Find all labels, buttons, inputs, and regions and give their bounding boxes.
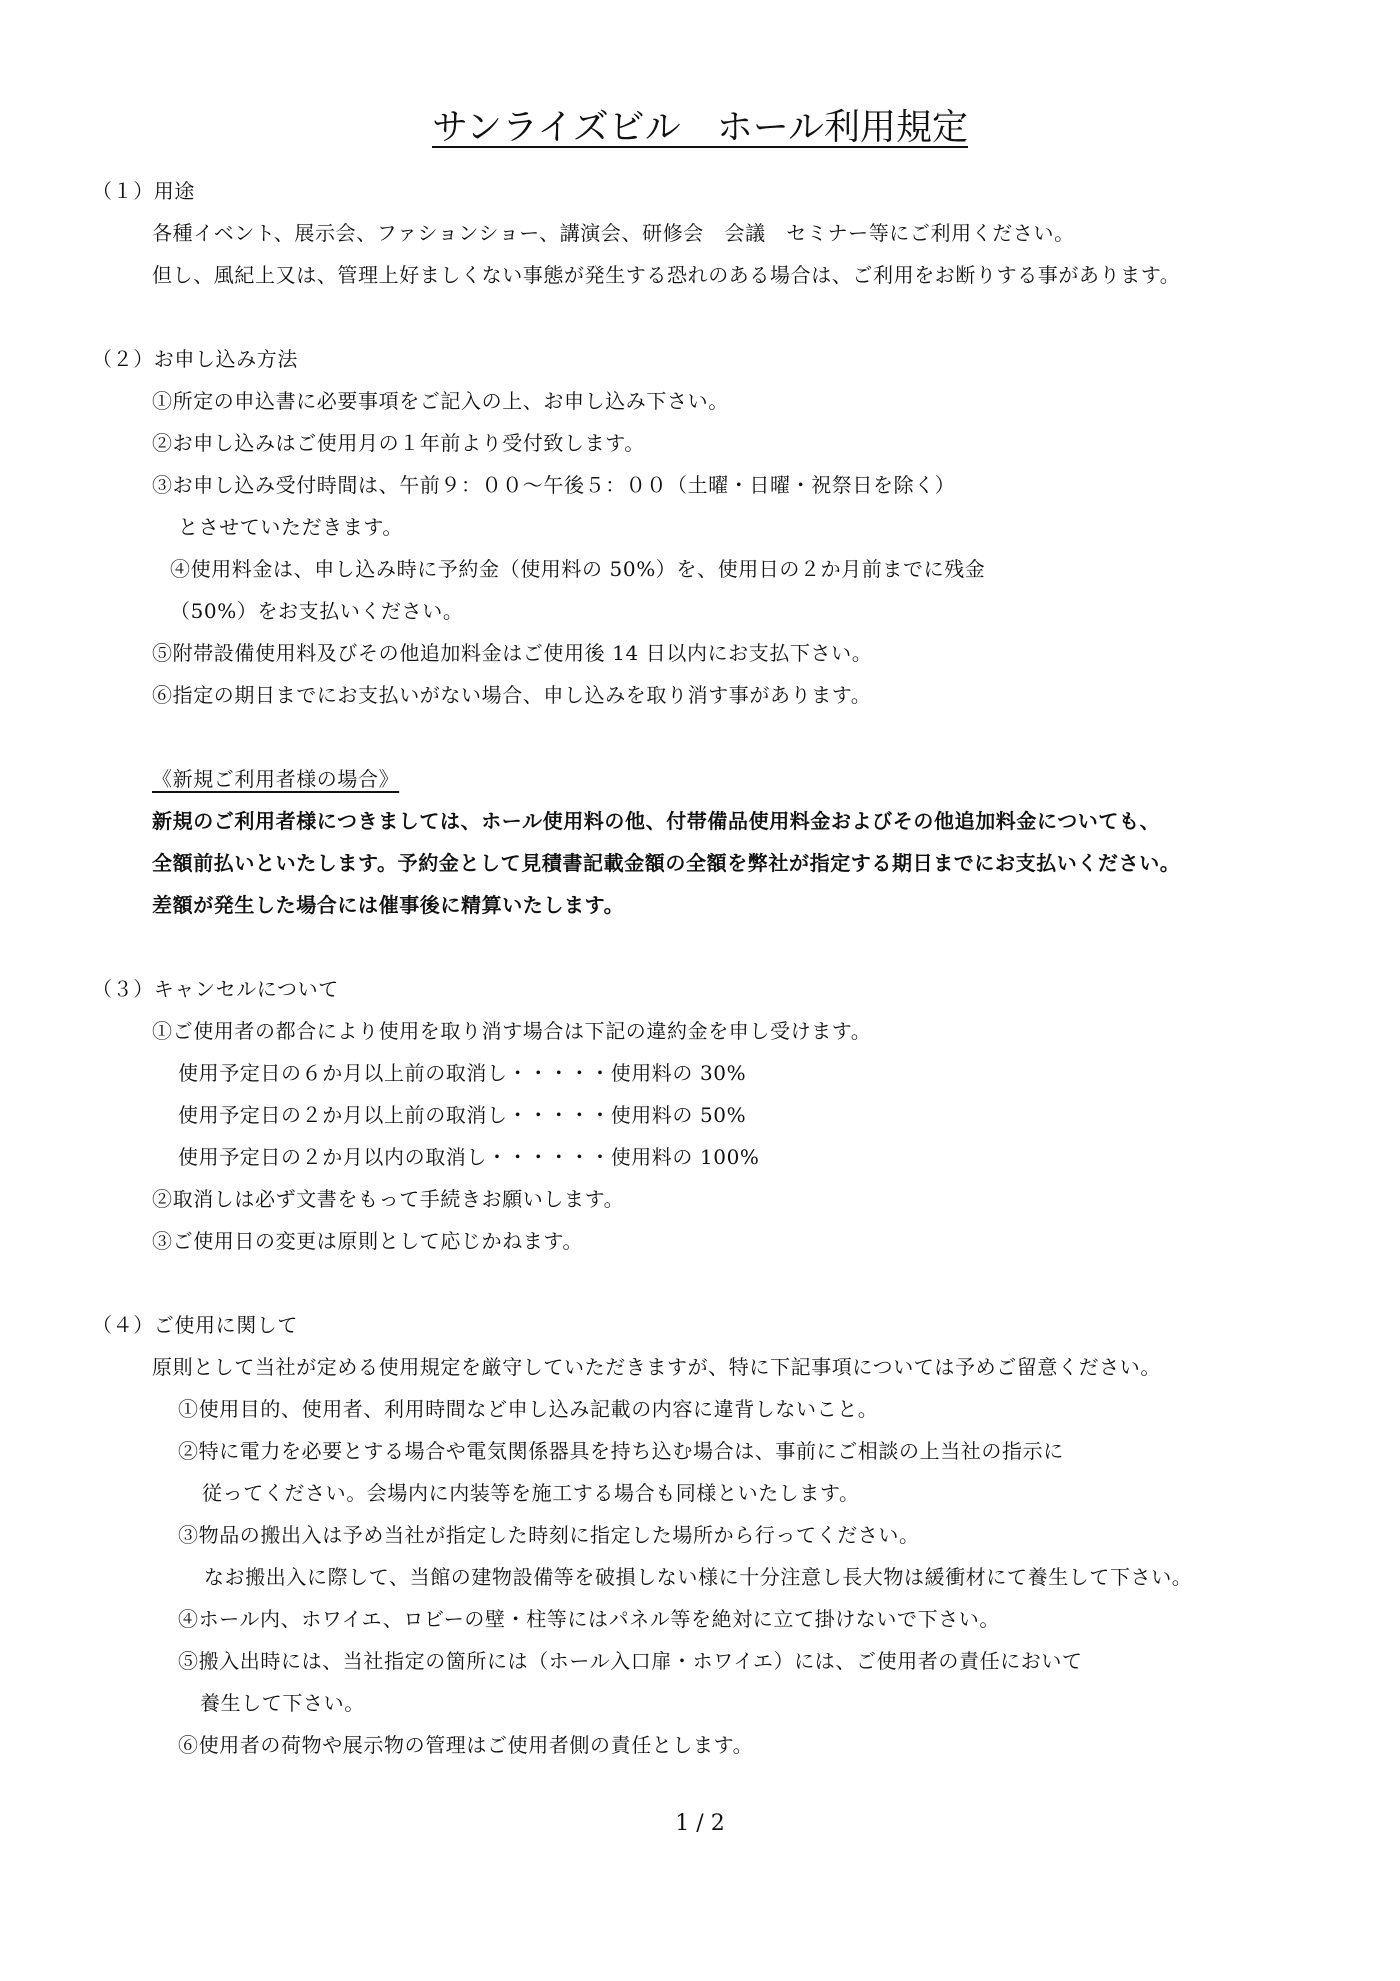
section-4-item: ①使用目的、使用者、利用時間など申し込み記載の内容に違背しないこと。 [178,1397,879,1421]
new-users-line: 差額が発生した場合には催事後に精算いたします。 [152,893,625,917]
section-1-heading: （１）用途 [92,179,195,203]
section-4-item: ⑥使用者の荷物や展示物の管理はご使用者側の責任とします。 [178,1733,754,1757]
section-2-item: ⑥指定の期日までにお支払いがない場合、申し込みを取り消す事があります。 [152,683,872,707]
section-4-item-continuation: なお搬出入に際して、当館の建物設備等を破損しない様に十分注意し長大物は緩衝材にて養生して下さい。 [204,1565,1193,1589]
section-3-item: ③ご使用日の変更は原則として応じかねます。 [152,1229,583,1253]
new-users-line: 新規のご利用者様につきましては、ホール使用料の他、付帯備品使用料金およびその他追加料金についても、 [152,809,1161,833]
section-2-item: ①所定の申込書に必要事項をご記入の上、お申し込み下さい。 [152,389,729,413]
section-4-item: ②特に電力を必要とする場合や電気関係器具を持ち込む場合は、事前にご相談の上当社の指示に [178,1439,1064,1463]
section-4-item: ④ホール内、ホワイエ、ロビーの壁・柱等にはパネル等を絶対に立て掛けないで下さい。 [178,1607,1000,1631]
section-2-item-continuation: （50%）をお支払いください。 [170,599,464,623]
new-users-heading: 《新規ご利用者様の場合》 [152,767,400,791]
section-4-item: ⑤搬入出時には、当社指定の箇所には（ホール入口扉・ホワイエ）には、ご使用者の責任において [178,1649,1083,1673]
cancellation-fee-row: 使用予定日の２か月以内の取消し・・・・・・使用料の 100% [178,1145,760,1169]
new-users-line: 全額前払いといたします。予約金として見積書記載金額の全額を弊社が指定する期日までにお支払いください。 [152,851,1181,875]
cancellation-fee-row: 使用予定日の６か月以上前の取消し・・・・・使用料の 30% [178,1061,747,1085]
section-3-item: ①ご使用者の都合により使用を取り消す場合は下記の違約金を申し受けます。 [152,1019,872,1043]
page-number: 1 / 2 [675,1811,725,1836]
section-1-line: 各種イベント、展示会、ファションショー、講演会、研修会 会議 セミナー等にご利用ください。 [152,221,1075,245]
section-4-item-continuation: 養生して下さい。 [200,1691,365,1715]
section-4-item: ③物品の搬出入は予め当社が指定した時刻に指定した場所から行ってください。 [178,1523,920,1547]
section-4-item-continuation: 従ってください。会場内に内装等を施工する場合も同様といたします。 [202,1481,860,1505]
section-2-item: ②お申し込みはご使用月の１年前より受付致します。 [152,431,645,455]
page-title [0,104,1400,152]
section-2-item: ④使用料金は、申し込み時に予約金（使用料の 50%）を、使用日の２か月前までに残金 [170,557,986,581]
section-2-item: ③お申し込み受付時間は、午前９：００～午後５：００（土曜・日曜・祝祭日を除く） [152,473,956,497]
cancellation-fee-row: 使用予定日の２か月以上前の取消し・・・・・使用料の 50% [178,1103,747,1127]
section-2-heading: （２）お申し込み方法 [92,347,298,371]
section-2-item-continuation: とさせていただきます。 [178,515,403,539]
section-3-item: ②取消しは必ず文書をもって手続きお願いします。 [152,1187,625,1211]
section-2-item: ⑤附帯設備使用料及びその他追加料金はご使用後 14 日以内にお支払下さい。 [152,641,873,665]
section-4-heading: （４）ご使用に関して [92,1313,298,1337]
section-3-heading: （３）キャンセルについて [92,977,339,1001]
page-title-text: サンライズビル ホール利用規定 [431,107,969,148]
section-4-intro: 原則として当社が定める使用規定を厳守していただきますが、特に下記事項については予めご留意ください。 [152,1355,1161,1379]
section-1-line: 但し、風紀上又は、管理上好ましくない事態が発生する恐れのある場合は、ご利用をお断りする事があります。 [152,263,1181,287]
